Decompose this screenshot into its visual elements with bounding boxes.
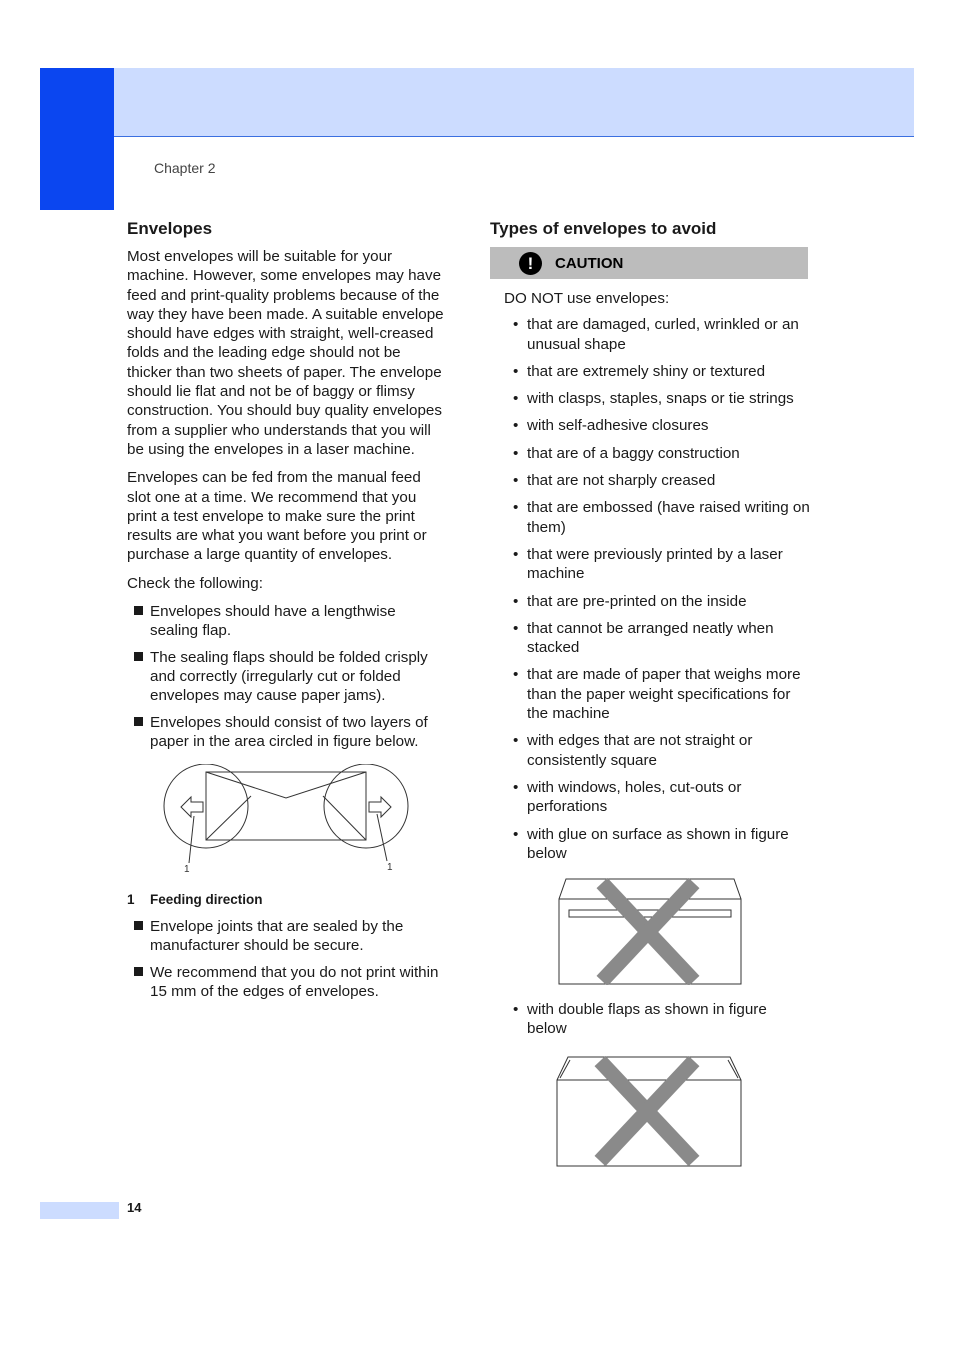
- list-item: • that cannot be arranged neatly when stacked: [513, 619, 774, 657]
- square-bullet-icon: [134, 652, 143, 661]
- list-item: • that are extremely shiny or textured: [513, 362, 766, 380]
- list-item: • that are embossed (have raised writing on them): [513, 499, 810, 536]
- left-column: [127, 218, 445, 1008]
- check-list-continued: [127, 917, 445, 1001]
- envelope-feeding-figure: [163, 764, 411, 878]
- list-item: • that are pre-printed on the inside: [513, 592, 747, 610]
- avoid-list-continued: [490, 1000, 810, 1039]
- list-item: • that are not sharply creased: [513, 472, 716, 490]
- page-number-bar: [40, 1202, 119, 1219]
- list-item: • with edges that are not straight or consistently square: [513, 732, 753, 769]
- caution-label: CAUTION: [555, 255, 624, 272]
- check-intro: Check the following:: [127, 574, 263, 592]
- square-bullet-icon: [134, 967, 143, 976]
- intro-paragraph: Most envelopes will be suitable for your machine. However, some envelopes may have feed and print-quality problems because of the way they have been made. A suitable envelope should have edges with straight, well-creased folds and the leading edge should not be thicker than two sheets of paper. The envelope should lie flat and not be of baggy or flimsy construction. You should buy quality envelopes from a supplier who understands that you will be using the envelopes in a laser machine.: [127, 248, 444, 458]
- callout-label: 1: [184, 864, 190, 876]
- list-item: • that are made of paper that weighs more than the paper weight specifications for the machine: [513, 666, 801, 723]
- list-item: Envelope joints that are sealed by the manufacturer should be secure.: [127, 917, 445, 956]
- avoid-heading: Types of envelopes to avoid: [490, 219, 717, 238]
- envelopes-heading: Envelopes: [127, 219, 213, 238]
- list-item: • that were previously printed by a laser machine: [513, 545, 783, 583]
- list-item: • with glue on surface as shown in figure below: [513, 825, 789, 862]
- chapter-tab: [40, 68, 114, 210]
- double-flap-envelope-figure: [556, 1055, 742, 1167]
- caution-icon: !: [519, 252, 542, 275]
- square-bullet-icon: [134, 921, 143, 930]
- list-item: • that are of a baggy construction: [513, 444, 740, 462]
- check-list: [127, 602, 445, 751]
- page-number: 14: [127, 1200, 142, 1215]
- list-item: • with self-adhesive closures: [513, 417, 709, 435]
- avoid-list: [490, 315, 810, 863]
- list-item: Envelopes should consist of two layers of paper in the area circled in figure below.: [127, 713, 445, 752]
- list-item: The sealing flaps should be folded crisply and correctly (irregularly cut or folded envelopes may cause paper jams).: [127, 648, 445, 706]
- caution-intro: DO NOT use envelopes:: [504, 290, 670, 307]
- right-column: [490, 218, 810, 1172]
- caution-bar: [490, 247, 808, 279]
- list-item: • that are damaged, curled, wrinkled or an unusual shape: [513, 316, 799, 353]
- manual-feed-paragraph: Envelopes can be fed from the manual feed slot one at a time. We recommend that you print a test envelope to make sure the print results are what you want before you print or purchase a large quantity of envelopes.: [127, 469, 427, 564]
- square-bullet-icon: [134, 606, 143, 615]
- list-item: We recommend that you do not print within 15 mm of the edges of envelopes.: [127, 963, 445, 1002]
- callout-label: 1: [387, 862, 393, 874]
- square-bullet-icon: [134, 717, 143, 726]
- list-item: • with windows, holes, cut-outs or perforations: [513, 778, 742, 816]
- header-band: [40, 68, 914, 137]
- chapter-label: Chapter 2: [154, 160, 216, 176]
- figure-caption: 1 Feeding direction: [127, 892, 263, 908]
- list-item: • with double flaps as shown in figure below: [513, 1001, 767, 1038]
- list-item: • with clasps, staples, snaps or tie strings: [513, 390, 794, 408]
- list-item: Envelopes should have a lengthwise sealing flap.: [127, 602, 445, 641]
- glued-envelope-figure: [558, 877, 742, 985]
